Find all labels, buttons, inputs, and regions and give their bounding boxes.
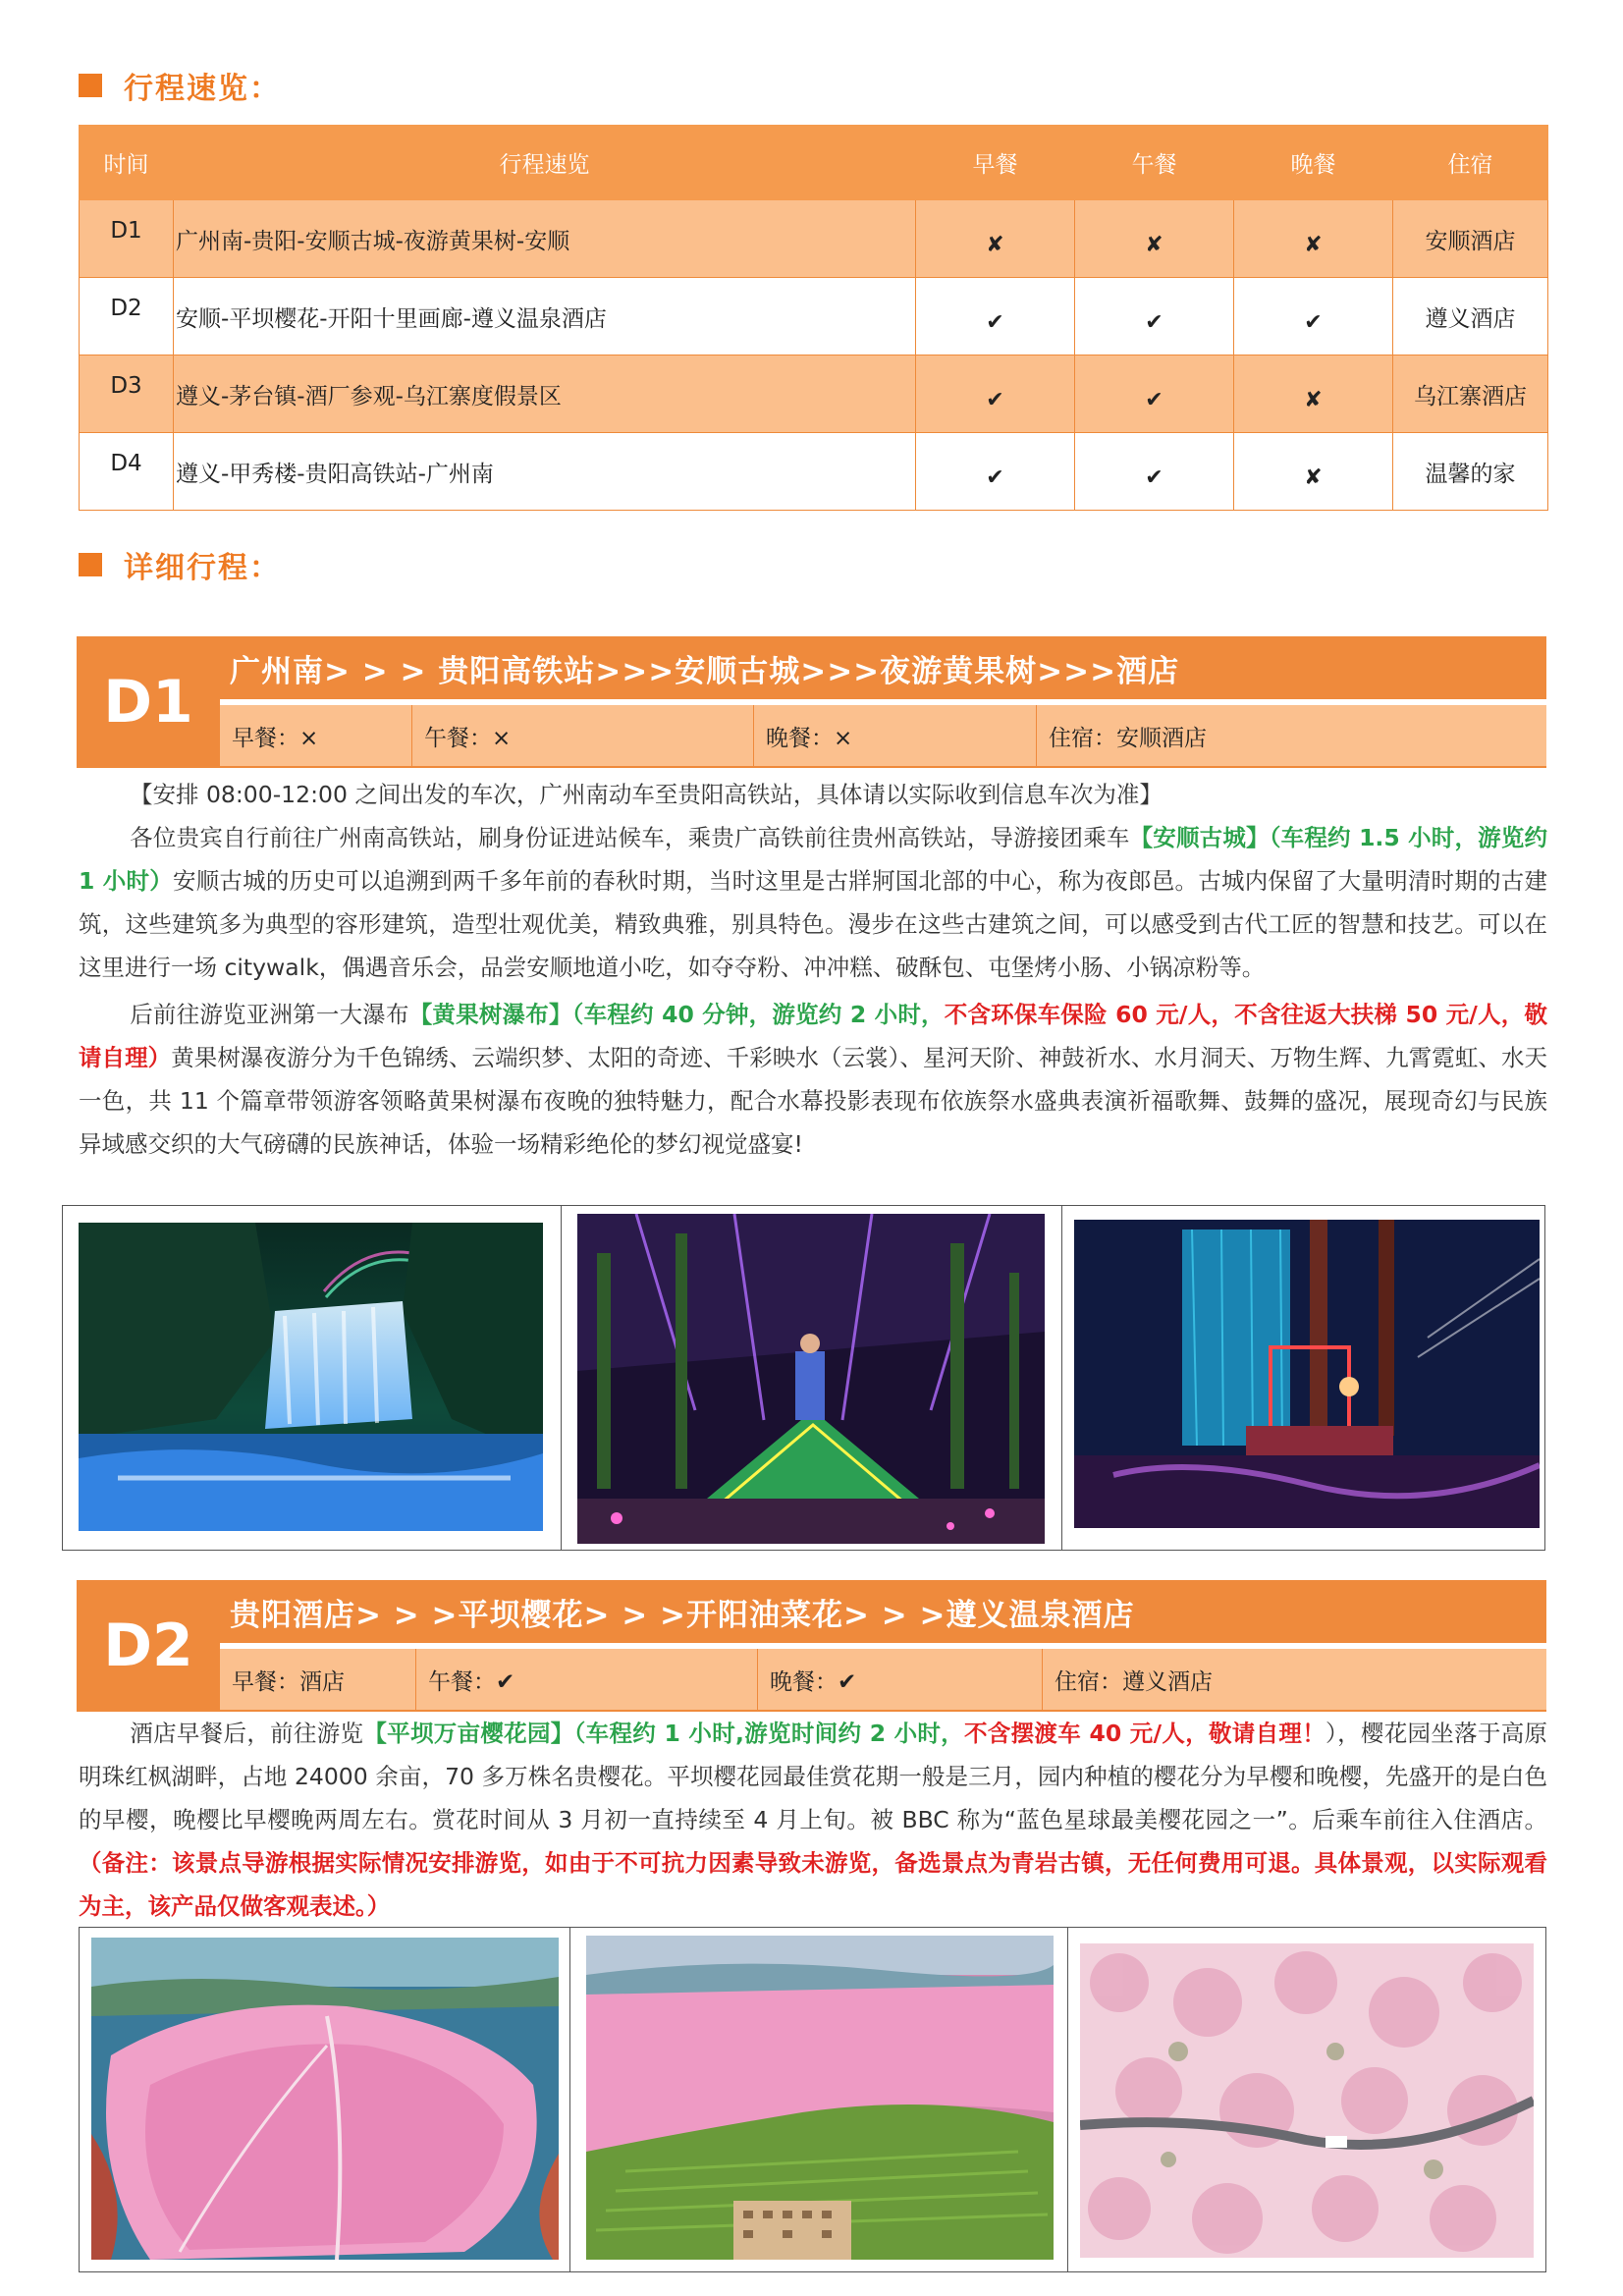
stage-show-photo xyxy=(1074,1220,1540,1528)
day1-hotel: 住宿：安顺酒店 xyxy=(1049,725,1207,751)
day2-description xyxy=(79,1712,1547,1928)
day2-meal-bar xyxy=(220,1649,1546,1712)
row-hotel: 乌江寨酒店 xyxy=(1393,355,1548,433)
row-breakfast: ✔ xyxy=(916,355,1075,433)
day1-paragraph-2: 后前往游览亚洲第一大瀑布【黄果树瀑布】（车程约 40 分钟，游览约 2 小时，不含环保车保险 60 元/人，不含往返大扶梯 50 元/人，敬请自理）黄果树瀑夜游分为千色锦绣、云端织梦、太阳的奇迹、千彩映水（云裳）、星河天阶、神鼓祈水、水月洞天、万物生辉、九霄霓虹、水天一色，共 11 个篇章带领游客领略黄果树瀑布夜晚的独特魅力，配合水幕投影表现布依族祭水盛典表演祈福歌舞、鼓舞的盛况，展现奇幻与民族异域感交织的大气磅礴的民族神话，体验一场精彩绝伦的梦幻视觉盛宴! xyxy=(79,1001,1548,1158)
photo-laser-show xyxy=(562,1206,1061,1550)
row-breakfast: ✔ xyxy=(916,433,1075,511)
day1-description xyxy=(79,773,1547,1166)
header-route: 行程速览 xyxy=(174,126,916,200)
day2-paragraph-1: 酒店早餐后，前往游览【平坝万亩樱花园】（车程约 1 小时,游览时间约 2 小时，不含摆渡车 40 元/人，敬请自理！），樱花园坐落于高原明珠红枫湖畔，占地 24000 余亩，70 多万株名贵樱花。平坝樱花园最佳赏花期一般是三月，园内种植的樱花分为早樱和晚樱，先盛开的是白色的早樱，晚樱比早樱晚两周左右。赏花时间从 3 月初一直持续至 4 月上旬。被 BBC 称为“蓝色星球最美樱花园之一”。后乘车前往入住酒店。（备注：该景点导游根据实际情况安排游览，如由于不可抗力因素导致未游览，备选景点为青岩古镇，无任何费用可退。具体景观，以实际观看为主，该产品仅做客观表述。） xyxy=(79,1720,1548,1920)
photo-stage-show xyxy=(1062,1206,1544,1550)
row-breakfast: ✔ xyxy=(916,278,1075,355)
table-row xyxy=(80,355,1548,433)
cherry-tea-photo xyxy=(586,1936,1054,2260)
table-row xyxy=(80,278,1548,355)
photo-cherry-road xyxy=(1068,1928,1545,2271)
row-day: D4 xyxy=(80,433,174,511)
day2-breakfast: 早餐：酒店 xyxy=(220,1649,416,1710)
header-dinner: 晚餐 xyxy=(1234,126,1393,200)
row-breakfast: ✘ xyxy=(916,200,1075,278)
row-day: D3 xyxy=(80,355,174,433)
day1-title: 广州南> > > 贵阳高铁站>>>安顺古城>>>夜游黄果树>>>酒店 xyxy=(220,636,1546,699)
table-row xyxy=(80,200,1548,278)
row-hotel: 安顺酒店 xyxy=(1393,200,1548,278)
cherry-road-photo xyxy=(1080,1943,1534,2258)
overview-section-title xyxy=(79,64,281,107)
day1-photo-row xyxy=(62,1205,1545,1551)
day1-paragraph-1: 各位贵宾自行前往广州南高铁站，刷身份证进站候车，乘贵广高铁前往贵州高铁站，导游接团乘车【安顺古城】（车程约 1.5 小时，游览约 1 小时）安顺古城的历史可以追溯到两千多年前的春秋时期，当时这里是古牂牁国北部的中心，称为夜郎邑。古城内保留了大量明清时期的古建筑，这些建筑多为典型的容形建筑，造型壮观优美，精致典雅，别具特色。漫步在这些古建筑之间，可以感受到古代工匠的智慧和技艺。可以在这里进行一场 citywalk，偶遇音乐会，品尝安顺地道小吃，如夺夺粉、冲冲糕、破酥包、屯堡烤小肠、小锅凉粉等。 xyxy=(79,824,1548,981)
table-header-row xyxy=(80,126,1548,200)
row-dinner: ✘ xyxy=(1234,433,1393,511)
row-hotel: 遵义酒店 xyxy=(1393,278,1548,355)
photo-cherry-tea xyxy=(570,1928,1067,2271)
day2-title: 贵阳酒店> > >平坝樱花> > >开阳油菜花> > >遵义温泉酒店 xyxy=(220,1580,1546,1643)
header-hotel: 住宿 xyxy=(1393,126,1548,200)
day1-breakfast: 早餐：× xyxy=(220,705,412,766)
day1-lunch: 午餐：× xyxy=(412,705,754,766)
table-row xyxy=(80,433,1548,511)
header-time: 时间 xyxy=(80,126,174,200)
day2-hotel: 住宿：遵义酒店 xyxy=(1055,1668,1213,1695)
day2-badge: D2 xyxy=(77,1580,220,1712)
row-dinner: ✘ xyxy=(1234,200,1393,278)
orange-square-icon xyxy=(79,553,102,576)
day1-note: 【安排 08:00-12:00 之间出发的车次，广州南动车至贵阳高铁站，具体请以实际收到信息车次为准】 xyxy=(130,781,1163,808)
photo-cherry-lake xyxy=(80,1928,570,2271)
row-lunch: ✘ xyxy=(1075,200,1234,278)
header-breakfast: 早餐 xyxy=(916,126,1075,200)
row-lunch: ✔ xyxy=(1075,355,1234,433)
day2-dinner: 晚餐：✔ xyxy=(758,1649,1043,1710)
row-day: D2 xyxy=(80,278,174,355)
row-dinner: ✘ xyxy=(1234,355,1393,433)
row-route: 广州南-贵阳-安顺古城-夜游黄果树-安顺 xyxy=(174,200,916,278)
orange-square-icon xyxy=(79,74,102,97)
row-route: 遵义-甲秀楼-贵阳高铁站-广州南 xyxy=(174,433,916,511)
day1-meal-bar xyxy=(220,705,1546,768)
row-dinner: ✔ xyxy=(1234,278,1393,355)
row-route: 安顺-平坝樱花-开阳十里画廊-遵义温泉酒店 xyxy=(174,278,916,355)
detail-section-title xyxy=(79,543,281,586)
overview-title-text: 行程速览： xyxy=(124,72,281,106)
row-route: 遵义-茅台镇-酒厂参观-乌江寨度假景区 xyxy=(174,355,916,433)
photo-waterfall xyxy=(63,1206,562,1550)
day2-photo-row xyxy=(79,1927,1546,2272)
row-lunch: ✔ xyxy=(1075,278,1234,355)
header-lunch: 午餐 xyxy=(1075,126,1234,200)
day2-lunch: 午餐：✔ xyxy=(416,1649,758,1710)
row-day: D1 xyxy=(80,200,174,278)
day2-header xyxy=(77,1580,1546,1712)
cherry-lake-photo xyxy=(91,1938,559,2260)
day1-header xyxy=(77,636,1546,768)
laser-show-photo xyxy=(577,1214,1045,1544)
overview-table xyxy=(79,125,1548,511)
detail-title-text: 详细行程： xyxy=(124,551,281,585)
day1-dinner: 晚餐：× xyxy=(754,705,1037,766)
row-lunch: ✔ xyxy=(1075,433,1234,511)
row-hotel: 温馨的家 xyxy=(1393,433,1548,511)
day1-badge: D1 xyxy=(77,636,220,768)
waterfall-photo xyxy=(79,1223,543,1531)
